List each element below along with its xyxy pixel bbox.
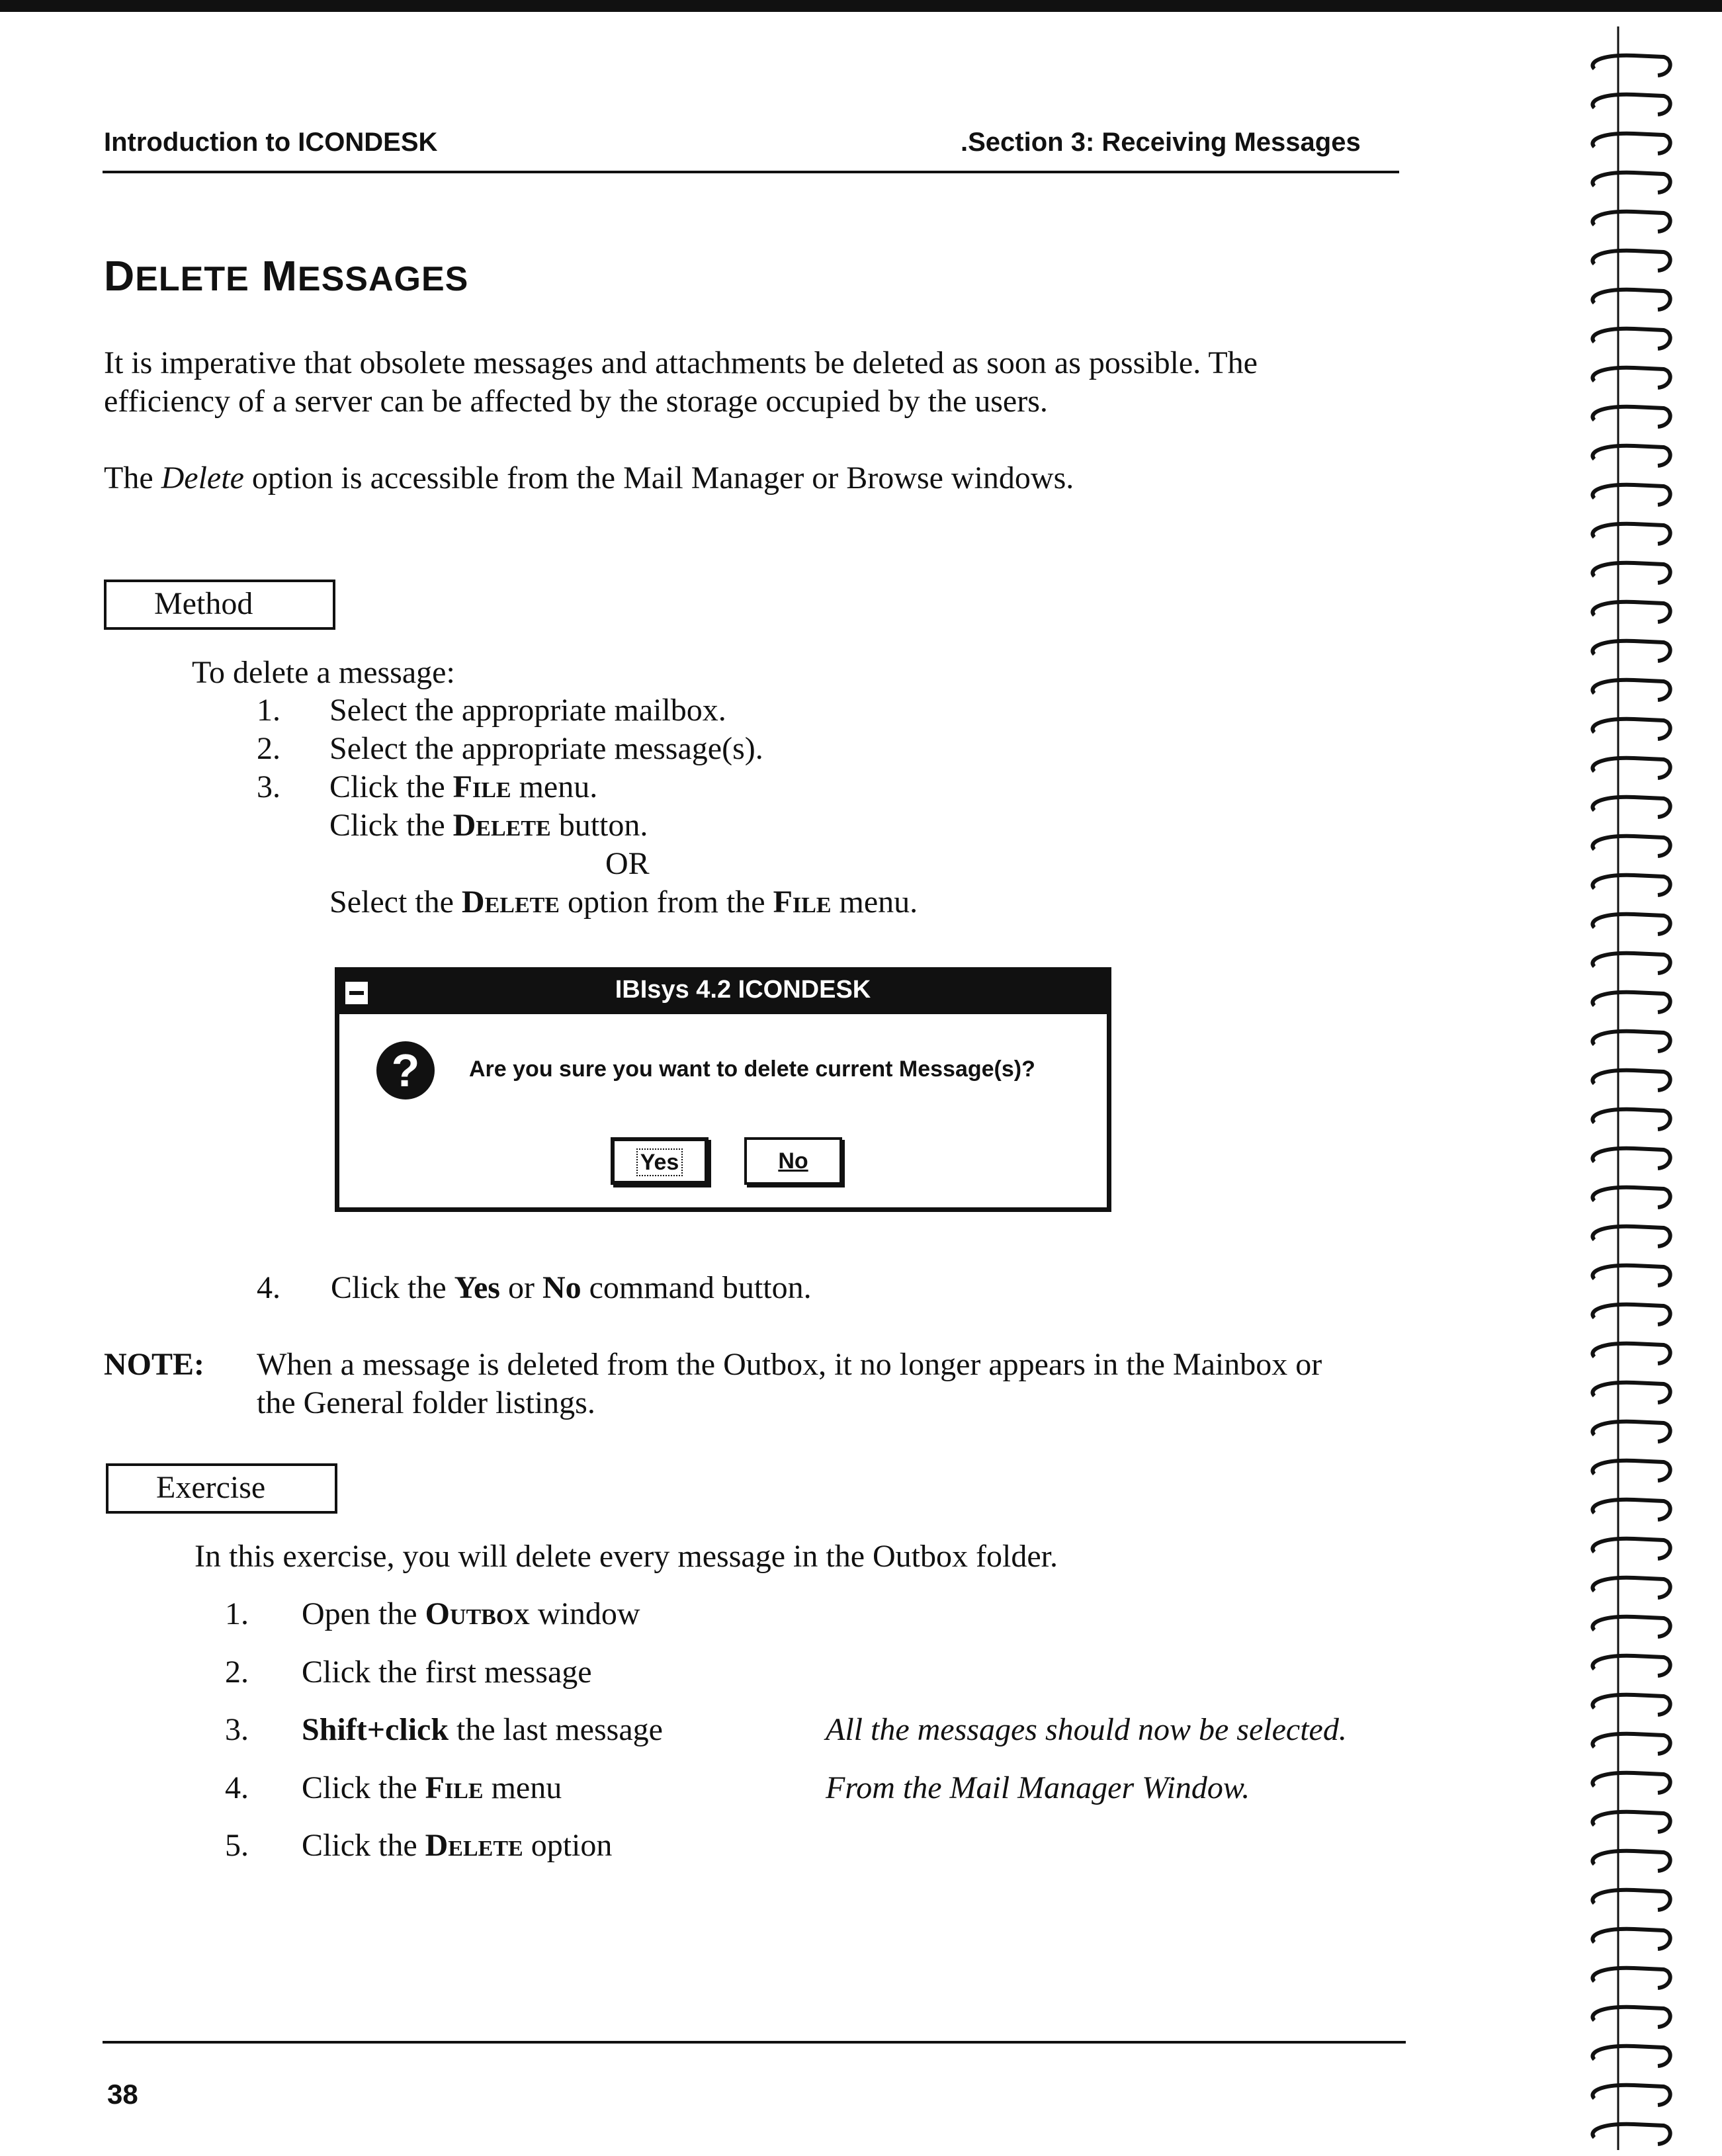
intro-paragraph: It is imperative that obsolete messages and attachments be deleted as soon as possible. The efficiency of a server can be affected by the storage occupied by the users. bbox=[104, 345, 1258, 419]
spiral-coil bbox=[1593, 1656, 1670, 1676]
method-lead: To delete a message: bbox=[192, 655, 455, 690]
spiral-coil bbox=[1593, 953, 1670, 973]
no-button[interactable]: No bbox=[744, 1137, 842, 1185]
spiral-coil bbox=[1593, 1500, 1670, 1520]
exercise-step-5-text: Click the Delete option bbox=[302, 1828, 613, 1863]
spiral-coil bbox=[1593, 1070, 1670, 1090]
spiral-coil bbox=[1593, 1773, 1670, 1793]
exercise-step-1-text: Open the Outbox window bbox=[302, 1596, 640, 1631]
method-step-3-line-1: Click the File menu. bbox=[329, 769, 598, 804]
exercise-step-3-comment: All the messages should now be selected. bbox=[826, 1712, 1347, 1747]
spiral-coil bbox=[1593, 1031, 1670, 1051]
spiral-coil bbox=[1593, 446, 1670, 466]
spiral-coil bbox=[1593, 329, 1670, 349]
spiral-coil bbox=[1593, 914, 1670, 934]
method-or: OR bbox=[605, 846, 650, 881]
method-step-2-text: Select the appropriate message(s). bbox=[329, 731, 763, 766]
spiral-coil bbox=[1593, 524, 1670, 544]
spiral-coil bbox=[1593, 2007, 1670, 2027]
spiral-coil bbox=[1593, 485, 1670, 505]
spiral-coil bbox=[1593, 1695, 1670, 1715]
exercise-step-4-num: 4. bbox=[225, 1770, 249, 1805]
spiral-coil bbox=[1593, 1617, 1670, 1637]
running-header-left: Introduction to ICONDESK bbox=[104, 128, 438, 157]
spiral-coil bbox=[1593, 1734, 1670, 1754]
exercise-label-box: Exercise bbox=[106, 1463, 337, 1514]
method-label-box: Method bbox=[104, 580, 335, 630]
spiral-coil bbox=[1593, 1109, 1670, 1129]
exercise-step-3-text: Shift+click the last message bbox=[302, 1712, 663, 1747]
spiral-coil bbox=[1593, 1227, 1670, 1246]
spiral-coil bbox=[1593, 173, 1670, 193]
spiral-coil bbox=[1593, 1890, 1670, 1910]
exercise-step-3-num: 3. bbox=[225, 1712, 249, 1747]
running-header-right: .Section 3: Receiving Messages bbox=[961, 128, 1361, 157]
intro-paragraph-2: The Delete option is accessible from the Mail Manager or Browse windows. bbox=[104, 460, 1074, 496]
page-number: 38 bbox=[107, 2079, 138, 2110]
confirm-delete-dialog bbox=[335, 967, 1111, 1212]
exercise-step-4-comment: From the Mail Manager Window. bbox=[826, 1770, 1250, 1805]
spiral-coil bbox=[1593, 1539, 1670, 1559]
method-step-3-num: 3. bbox=[257, 769, 280, 804]
exercise-lead: In this exercise, you will delete every message in the Outbox folder. bbox=[194, 1539, 1058, 1574]
spiral-coil bbox=[1593, 1266, 1670, 1285]
method-step-4-num: 4. bbox=[257, 1270, 280, 1305]
system-menu-icon[interactable] bbox=[343, 980, 370, 1006]
spiral-coil bbox=[1593, 251, 1670, 271]
spiral-coil bbox=[1593, 1578, 1670, 1598]
spiral-coil bbox=[1593, 875, 1670, 895]
scan-top-edge bbox=[0, 0, 1722, 12]
spiral-coil bbox=[1593, 1461, 1670, 1481]
dialog-title: IBIsys 4.2 ICONDESK bbox=[615, 976, 871, 1004]
spiral-coil bbox=[1593, 1305, 1670, 1324]
exercise-step-5-num: 5. bbox=[225, 1828, 249, 1863]
method-step-4-text: Click the Yes or No command button. bbox=[331, 1270, 812, 1305]
spiral-coil bbox=[1593, 290, 1670, 310]
spiral-coil bbox=[1593, 680, 1670, 700]
spiral-coil bbox=[1593, 1929, 1670, 1949]
exercise-step-2-text: Click the first message bbox=[302, 1655, 592, 1690]
spiral-coil bbox=[1593, 992, 1670, 1012]
spiral-coil bbox=[1593, 641, 1670, 661]
method-step-1-num: 1. bbox=[257, 693, 280, 728]
dialog-message: Are you sure you want to delete current Message(s)? bbox=[469, 1056, 1035, 1082]
spiral-coil bbox=[1593, 1968, 1670, 1988]
spiral-binding bbox=[1574, 26, 1680, 2150]
spiral-coil bbox=[1593, 1812, 1670, 1832]
footer-rule bbox=[103, 2041, 1406, 2044]
spiral-coil bbox=[1593, 2046, 1670, 2066]
method-step-3-line-2: Click the Delete button. bbox=[329, 808, 648, 843]
spiral-coil bbox=[1593, 95, 1670, 114]
exercise-step-4-text: Click the File menu bbox=[302, 1770, 562, 1805]
note-text: When a message is deleted from the Outbox, it no longer appears in the Mainbox or the General folder listings. bbox=[257, 1347, 1322, 1420]
spiral-coil bbox=[1593, 758, 1670, 778]
header-rule bbox=[103, 171, 1399, 173]
spiral-coil bbox=[1593, 2085, 1670, 2105]
method-step-2-num: 2. bbox=[257, 731, 280, 766]
note-label: NOTE: bbox=[104, 1347, 205, 1382]
spiral-coil bbox=[1593, 797, 1670, 817]
method-step-1-text: Select the appropriate mailbox. bbox=[329, 693, 726, 728]
spiral-coil bbox=[1593, 212, 1670, 232]
exercise-step-1-num: 1. bbox=[225, 1596, 249, 1631]
question-icon: ? bbox=[376, 1041, 435, 1100]
spiral-coil bbox=[1593, 1344, 1670, 1363]
spiral-coil bbox=[1593, 2124, 1670, 2144]
spiral-coil bbox=[1593, 1187, 1670, 1207]
spiral-coil bbox=[1593, 602, 1670, 622]
spiral-coil bbox=[1593, 1851, 1670, 1871]
spiral-coil bbox=[1593, 719, 1670, 739]
section-title: DELETE MESSAGES bbox=[104, 252, 469, 300]
spiral-coil bbox=[1593, 56, 1670, 75]
exercise-step-2-num: 2. bbox=[225, 1655, 249, 1690]
spiral-coil bbox=[1593, 407, 1670, 427]
method-step-3-line-3: Select the Delete option from the File menu. bbox=[329, 884, 918, 920]
dialog-title-bar bbox=[339, 972, 1107, 1014]
spiral-coil bbox=[1593, 1422, 1670, 1442]
yes-button[interactable]: Yes bbox=[611, 1137, 709, 1185]
spiral-coil bbox=[1593, 1148, 1670, 1168]
spiral-coil bbox=[1593, 1383, 1670, 1402]
spiral-coil bbox=[1593, 563, 1670, 583]
spiral-coil bbox=[1593, 836, 1670, 856]
spiral-coil bbox=[1593, 368, 1670, 388]
spiral-coil bbox=[1593, 134, 1670, 153]
